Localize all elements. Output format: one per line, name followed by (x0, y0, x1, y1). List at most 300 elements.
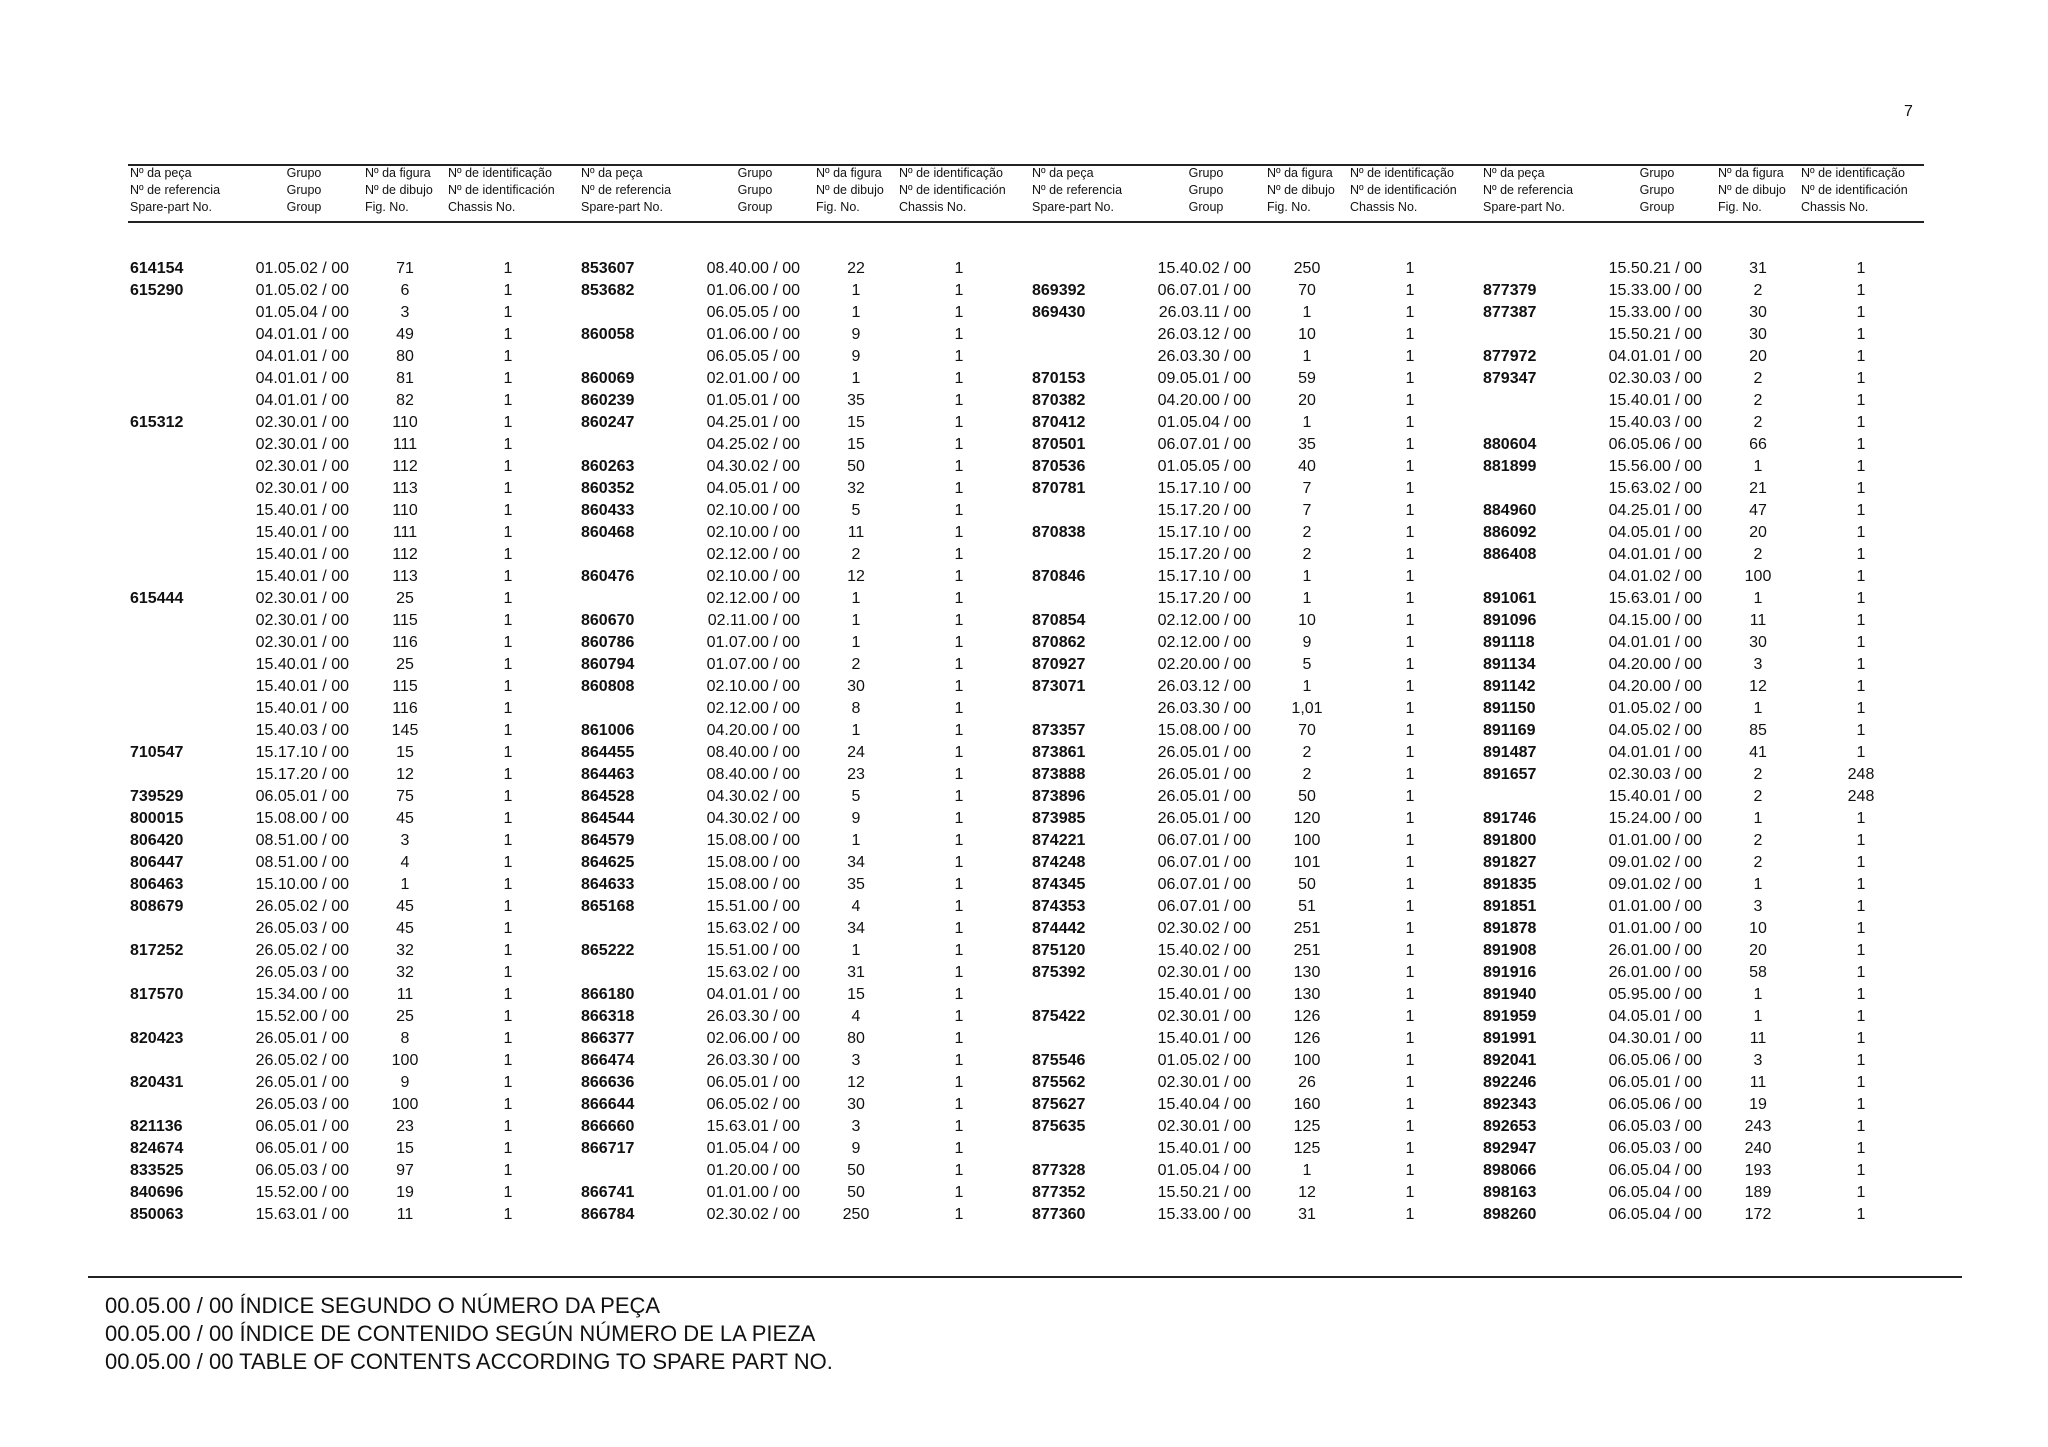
figure-number: 58 (1749, 964, 1767, 981)
chassis-number: 1 (503, 612, 513, 629)
group-code: 02.10.00 / 00 (706, 678, 800, 695)
spare-part-number: 817252 (130, 942, 184, 959)
group-code: 04.25.01 / 00 (706, 414, 800, 431)
figure-number: 11 (1749, 612, 1767, 629)
spare-part-number: 875546 (1032, 1052, 1086, 1069)
group-code: 15.63.01 / 00 (255, 1206, 349, 1223)
chassis-number: 1 (503, 502, 513, 519)
figure-number: 24 (847, 744, 865, 761)
group-code: 06.05.02 / 00 (706, 1096, 800, 1113)
figure-number: 125 (1293, 1118, 1321, 1135)
figure-number: 50 (847, 1184, 865, 1201)
figure-number: 30 (1749, 634, 1767, 651)
spare-part-number: 874442 (1032, 920, 1086, 937)
chassis-number: 1 (1405, 722, 1415, 739)
chassis-number: 1 (503, 1184, 513, 1201)
chassis-number: 1 (1856, 1074, 1866, 1091)
spare-part-number: 866717 (581, 1140, 635, 1157)
figure-number: 30 (1749, 304, 1767, 321)
spare-part-number: 870838 (1032, 524, 1086, 541)
figure-number: 3 (1753, 898, 1763, 915)
spare-part-number: 873896 (1032, 788, 1086, 805)
group-code: 06.05.06 / 00 (1608, 1096, 1702, 1113)
chassis-number: 1 (954, 898, 964, 915)
spare-part-number: 860352 (581, 480, 635, 497)
group-code: 04.01.01 / 00 (255, 392, 349, 409)
spare-part-number: 891940 (1483, 986, 1537, 1003)
figure-number: 2 (1753, 392, 1763, 409)
spare-part-number: 879347 (1483, 370, 1537, 387)
figure-number: 7 (1302, 502, 1312, 519)
spare-part-number: 866377 (581, 1030, 635, 1047)
spare-part-number: 833525 (130, 1162, 184, 1179)
header-group-label: Grupo (737, 183, 773, 197)
spare-part-number: 892343 (1483, 1096, 1537, 1113)
column-header (128, 165, 578, 219)
figure-number: 9 (1302, 634, 1312, 651)
group-code: 26.01.00 / 00 (1608, 964, 1702, 981)
header-chassis-label: Nº de identificação (1350, 166, 1454, 180)
figure-number: 41 (1749, 744, 1767, 761)
group-code: 15.63.02 / 00 (706, 920, 800, 937)
group-code: 06.07.01 / 00 (1157, 282, 1251, 299)
group-code: 01.01.00 / 00 (1608, 898, 1702, 915)
header-fig-label: Nº de dibujo (365, 183, 433, 197)
header-fig-label: Nº de dibujo (816, 183, 884, 197)
figure-number: 30 (847, 678, 865, 695)
chassis-number: 1 (1405, 1074, 1415, 1091)
group-code: 04.01.01 / 00 (1608, 634, 1702, 651)
group-code: 15.40.02 / 00 (1157, 942, 1251, 959)
figure-number: 11 (847, 524, 865, 541)
group-code: 26.03.30 / 00 (1157, 700, 1251, 717)
spare-part-number: 898066 (1483, 1162, 1537, 1179)
chassis-number: 1 (1405, 876, 1415, 893)
spare-part-number: 891835 (1483, 876, 1537, 893)
chassis-number: 1 (1405, 920, 1415, 937)
chassis-number: 1 (503, 436, 513, 453)
group-code: 04.25.01 / 00 (1608, 502, 1702, 519)
figure-number: 1 (1753, 590, 1763, 607)
spare-part-number: 873071 (1032, 678, 1086, 695)
chassis-number: 1 (1856, 1030, 1866, 1047)
figure-number: 32 (847, 480, 865, 497)
group-code: 26.03.30 / 00 (706, 1052, 800, 1069)
chassis-number: 1 (954, 986, 964, 1003)
chassis-number: 1 (1856, 700, 1866, 717)
group-code: 08.40.00 / 00 (706, 744, 800, 761)
group-code: 01.05.04 / 00 (255, 304, 349, 321)
chassis-number: 1 (503, 590, 513, 607)
figure-number: 115 (392, 678, 418, 695)
group-code: 02.30.01 / 00 (255, 634, 349, 651)
spare-part-number: 860247 (581, 414, 635, 431)
spare-part-number: 853607 (581, 260, 635, 277)
chassis-number: 1 (503, 370, 513, 387)
header-part-label: Nº de referencia (581, 183, 672, 197)
group-code: 06.05.04 / 00 (1608, 1184, 1702, 1201)
figure-number: 32 (396, 942, 414, 959)
chassis-number: 1 (954, 480, 964, 497)
spare-part-number: 860239 (581, 392, 635, 409)
group-code: 15.33.00 / 00 (1608, 304, 1702, 321)
figure-number: 9 (400, 1074, 410, 1091)
group-code: 15.50.21 / 00 (1608, 260, 1702, 277)
chassis-number: 1 (954, 546, 964, 563)
header-chassis-label: Nº de identificación (899, 183, 1006, 197)
figure-number: 1 (1753, 986, 1763, 1003)
figure-number: 1 (1753, 1008, 1763, 1025)
figure-number: 10 (1749, 920, 1767, 937)
group-code: 01.20.00 / 00 (706, 1162, 800, 1179)
spare-part-number: 865222 (581, 942, 635, 959)
chassis-number: 1 (954, 568, 964, 585)
header-part-label: Spare-part No. (130, 200, 212, 214)
spare-part-number: 870927 (1032, 656, 1086, 673)
figure-number: 1 (851, 634, 861, 651)
chassis-number: 1 (1405, 986, 1415, 1003)
group-code: 15.17.10 / 00 (255, 744, 349, 761)
header-fig-label: Nº da figura (365, 166, 431, 180)
chassis-number: 1 (954, 678, 964, 695)
figure-number: 130 (1293, 986, 1321, 1003)
group-code: 26.03.30 / 00 (706, 1008, 800, 1025)
header-fig-label: Nº da figura (1267, 166, 1333, 180)
figure-number: 23 (396, 1118, 414, 1135)
figure-number: 50 (847, 458, 865, 475)
chassis-number: 1 (954, 436, 964, 453)
spare-part-number: 875392 (1032, 964, 1086, 981)
figure-number: 20 (1749, 348, 1767, 365)
spare-part-number: 820431 (130, 1074, 184, 1091)
figure-number: 130 (1293, 964, 1321, 981)
figure-number: 12 (396, 766, 414, 783)
figure-number: 126 (1293, 1008, 1321, 1025)
group-code: 26.05.03 / 00 (255, 920, 349, 937)
figure-number: 110 (392, 502, 418, 519)
chassis-number: 1 (1856, 304, 1866, 321)
group-code: 04.30.02 / 00 (706, 458, 800, 475)
group-code: 02.01.00 / 00 (706, 370, 800, 387)
group-code: 15.40.01 / 00 (1608, 788, 1702, 805)
chassis-number: 1 (954, 612, 964, 629)
spare-part-number: 870536 (1032, 458, 1086, 475)
chassis-number: 1 (954, 942, 964, 959)
chassis-number: 1 (503, 788, 513, 805)
chassis-number: 1 (1856, 414, 1866, 431)
figure-number: 47 (1749, 502, 1767, 519)
group-code: 06.05.01 / 00 (706, 1074, 800, 1091)
header-part-label: Nº da peça (1032, 166, 1094, 180)
group-code: 02.30.01 / 00 (1157, 964, 1251, 981)
figure-number: 12 (847, 1074, 865, 1091)
group-code: 26.01.00 / 00 (1608, 942, 1702, 959)
figure-number: 2 (851, 546, 861, 563)
group-code: 04.25.02 / 00 (706, 436, 800, 453)
chassis-number: 1 (1856, 656, 1866, 673)
figure-number: 25 (396, 656, 414, 673)
chassis-number: 1 (1405, 502, 1415, 519)
chassis-number: 1 (954, 282, 964, 299)
header-chassis-label: Nº de identificação (448, 166, 552, 180)
group-code: 02.30.01 / 00 (255, 480, 349, 497)
figure-number: 8 (400, 1030, 410, 1047)
group-code: 06.07.01 / 00 (1157, 436, 1251, 453)
chassis-number: 1 (503, 1140, 513, 1157)
group-code: 06.05.01 / 00 (255, 1118, 349, 1135)
group-code: 02.30.01 / 00 (1157, 1008, 1251, 1025)
figure-number: 4 (851, 898, 861, 915)
group-code: 15.63.02 / 00 (706, 964, 800, 981)
group-code: 15.40.01 / 00 (1608, 392, 1702, 409)
header-part-label: Nº de referencia (1032, 183, 1123, 197)
chassis-number: 1 (503, 810, 513, 827)
footer-title-en: 00.05.00 / 00 TABLE OF CONTENTS ACCORDING TO SPARE PART NO. (105, 1349, 833, 1374)
figure-number: 26 (1298, 1074, 1316, 1091)
spare-part-number: 870862 (1032, 634, 1086, 651)
chassis-number: 1 (503, 1074, 513, 1091)
chassis-number: 1 (503, 480, 513, 497)
spare-part-number: 860786 (581, 634, 635, 651)
figure-number: 9 (851, 810, 861, 827)
group-code: 15.40.01 / 00 (255, 502, 349, 519)
chassis-number: 1 (954, 656, 964, 673)
header-group-label: Group (1639, 200, 1675, 214)
group-code: 04.15.00 / 00 (1608, 612, 1702, 629)
figure-number: 1 (851, 942, 861, 959)
group-code: 15.08.00 / 00 (706, 854, 800, 871)
figure-number: 111 (392, 436, 418, 453)
spare-part-number: 874221 (1032, 832, 1086, 849)
group-code: 15.17.10 / 00 (1157, 480, 1251, 497)
figure-number: 97 (396, 1162, 414, 1179)
chassis-number: 1 (1405, 1118, 1415, 1135)
spare-part-number: 886408 (1483, 546, 1537, 563)
group-code: 02.30.01 / 00 (255, 436, 349, 453)
chassis-number: 1 (954, 370, 964, 387)
chassis-number: 1 (1856, 1184, 1866, 1201)
figure-number: 5 (1302, 656, 1312, 673)
spare-part-number: 860794 (581, 656, 635, 673)
spare-part-number: 877972 (1483, 348, 1537, 365)
chassis-number: 1 (503, 744, 513, 761)
figure-number: 1 (1302, 348, 1312, 365)
figure-number: 160 (1293, 1096, 1321, 1113)
spare-part-number: 891487 (1483, 744, 1537, 761)
header-part-label: Spare-part No. (581, 200, 663, 214)
chassis-number: 1 (1856, 1118, 1866, 1135)
spare-part-number: 891800 (1483, 832, 1537, 849)
group-code: 15.40.03 / 00 (255, 722, 349, 739)
figure-number: 126 (1293, 1030, 1321, 1047)
figure-number: 1 (851, 370, 861, 387)
figure-number: 1 (1753, 876, 1763, 893)
chassis-number: 1 (503, 898, 513, 915)
chassis-number: 1 (954, 722, 964, 739)
spare-part-number: 866644 (581, 1096, 635, 1113)
spare-part-number: 864463 (581, 766, 635, 783)
chassis-number: 1 (1405, 1206, 1415, 1223)
chassis-number: 1 (954, 920, 964, 937)
group-code: 15.40.01 / 00 (255, 524, 349, 541)
header-group-label: Grupo (737, 166, 773, 180)
group-code: 06.05.06 / 00 (1608, 1052, 1702, 1069)
chassis-number: 1 (1856, 370, 1866, 387)
figure-number: 40 (1298, 458, 1316, 475)
group-code: 02.30.03 / 00 (1608, 370, 1702, 387)
group-code: 06.07.01 / 00 (1157, 832, 1251, 849)
chassis-number: 1 (1405, 700, 1415, 717)
chassis-number: 1 (1856, 810, 1866, 827)
group-code: 06.05.01 / 00 (1608, 1074, 1702, 1091)
header-part-label: Spare-part No. (1032, 200, 1114, 214)
spare-part-number: 840696 (130, 1184, 184, 1201)
chassis-number: 1 (954, 502, 964, 519)
group-code: 15.33.00 / 00 (1157, 1206, 1251, 1223)
chassis-number: 1 (954, 964, 964, 981)
figure-number: 50 (1298, 876, 1316, 893)
group-code: 04.01.01 / 00 (1608, 546, 1702, 563)
group-code: 15.52.00 / 00 (255, 1184, 349, 1201)
group-code: 06.07.01 / 00 (1157, 876, 1251, 893)
group-code: 04.01.01 / 00 (1608, 348, 1702, 365)
group-code: 26.05.01 / 00 (255, 1074, 349, 1091)
figure-number: 100 (1293, 832, 1321, 849)
group-code: 06.05.03 / 00 (1608, 1118, 1702, 1135)
figure-number: 11 (396, 1206, 414, 1223)
chassis-number: 1 (503, 832, 513, 849)
figure-number: 45 (396, 810, 414, 827)
chassis-number: 1 (503, 1008, 513, 1025)
group-code: 02.06.00 / 00 (706, 1030, 800, 1047)
group-code: 01.05.02 / 00 (1157, 1052, 1251, 1069)
chassis-number: 1 (954, 1074, 964, 1091)
header-chassis-label: Chassis No. (448, 200, 516, 214)
chassis-number: 1 (1405, 546, 1415, 563)
header-chassis-label: Nº de identificación (1801, 183, 1908, 197)
chassis-number: 1 (1405, 854, 1415, 871)
group-code: 15.40.01 / 00 (255, 678, 349, 695)
group-code: 15.08.00 / 00 (255, 810, 349, 827)
figure-number: 1 (1302, 590, 1312, 607)
group-code: 04.01.01 / 00 (706, 986, 800, 1003)
figure-number: 50 (1298, 788, 1316, 805)
figure-number: 20 (1749, 942, 1767, 959)
figure-number: 5 (851, 502, 861, 519)
figure-number: 1 (851, 304, 861, 321)
group-code: 15.40.01 / 00 (1157, 986, 1251, 1003)
group-code: 01.07.00 / 00 (706, 634, 800, 651)
chassis-number: 1 (503, 766, 513, 783)
figure-number: 125 (1293, 1140, 1321, 1157)
chassis-number: 1 (954, 1140, 964, 1157)
chassis-number: 1 (1856, 1052, 1866, 1069)
column-header (1030, 165, 1480, 219)
chassis-number: 1 (1856, 282, 1866, 299)
chassis-number: 1 (503, 414, 513, 431)
group-code: 26.05.01 / 00 (255, 1030, 349, 1047)
figure-number: 1 (1753, 458, 1763, 475)
group-code: 26.05.01 / 00 (1157, 766, 1251, 783)
figure-number: 2 (1753, 788, 1763, 805)
chassis-number: 1 (1856, 964, 1866, 981)
figure-number: 251 (1293, 942, 1321, 959)
chassis-number: 1 (503, 986, 513, 1003)
figure-number: 66 (1749, 436, 1767, 453)
chassis-number: 1 (503, 656, 513, 673)
chassis-number: 1 (1856, 502, 1866, 519)
header-group-label: Grupo (1639, 166, 1675, 180)
chassis-number: 1 (1405, 612, 1415, 629)
figure-number: 25 (396, 1008, 414, 1025)
figure-number: 85 (1749, 722, 1767, 739)
chassis-number: 1 (503, 260, 513, 277)
header-group-label: Grupo (1639, 183, 1675, 197)
group-code: 26.03.30 / 00 (1157, 348, 1251, 365)
group-code: 01.01.00 / 00 (1608, 920, 1702, 937)
chassis-number: 1 (954, 1206, 964, 1223)
footer-title-pt: 00.05.00 / 00 ÍNDICE SEGUNDO O NÚMERO DA PEÇA (105, 1293, 661, 1318)
group-code: 15.40.01 / 00 (255, 656, 349, 673)
spare-part-number: 806420 (130, 832, 184, 849)
spare-part-number: 891657 (1483, 766, 1537, 783)
spare-part-number: 615444 (130, 590, 184, 607)
chassis-number: 1 (954, 392, 964, 409)
figure-number: 1 (1302, 568, 1312, 585)
chassis-number: 1 (954, 1096, 964, 1113)
chassis-number: 1 (1856, 854, 1866, 871)
figure-number: 1 (851, 590, 861, 607)
spare-part-number: 864579 (581, 832, 635, 849)
chassis-number: 1 (1856, 1096, 1866, 1113)
group-code: 04.01.01 / 00 (255, 348, 349, 365)
chassis-number: 1 (1405, 480, 1415, 497)
group-code: 01.06.00 / 00 (706, 282, 800, 299)
chassis-number: 1 (954, 1118, 964, 1135)
figure-number: 116 (392, 634, 418, 651)
chassis-number: 1 (954, 524, 964, 541)
figure-number: 100 (391, 1096, 419, 1113)
chassis-number: 1 (954, 744, 964, 761)
figure-number: 59 (1298, 370, 1316, 387)
group-code: 15.17.10 / 00 (1157, 568, 1251, 585)
spare-part-number: 877387 (1483, 304, 1537, 321)
group-code: 02.30.01 / 00 (1157, 1118, 1251, 1135)
chassis-number: 1 (1856, 568, 1866, 585)
group-code: 01.01.00 / 00 (706, 1184, 800, 1201)
figure-number: 23 (847, 766, 865, 783)
group-code: 15.40.01 / 00 (255, 700, 349, 717)
spare-part-number: 892947 (1483, 1140, 1537, 1157)
figure-number: 1 (1302, 678, 1312, 695)
group-code: 15.08.00 / 00 (706, 832, 800, 849)
spare-part-number: 875627 (1032, 1096, 1086, 1113)
spare-part-number: 710547 (130, 744, 184, 761)
group-code: 06.05.05 / 00 (706, 304, 800, 321)
header-chassis-label: Nº de identificação (899, 166, 1003, 180)
spare-part-number: 877379 (1483, 282, 1537, 299)
figure-number: 1 (851, 282, 861, 299)
chassis-number: 1 (1856, 942, 1866, 959)
figure-number: 2 (1753, 766, 1763, 783)
figure-number: 45 (396, 920, 414, 937)
spare-part-number: 875635 (1032, 1118, 1086, 1135)
spare-part-number: 860468 (581, 524, 635, 541)
group-code: 04.05.01 / 00 (1608, 1008, 1702, 1025)
chassis-number: 1 (1405, 1096, 1415, 1113)
chassis-number: 1 (503, 282, 513, 299)
chassis-number: 1 (1405, 788, 1415, 805)
